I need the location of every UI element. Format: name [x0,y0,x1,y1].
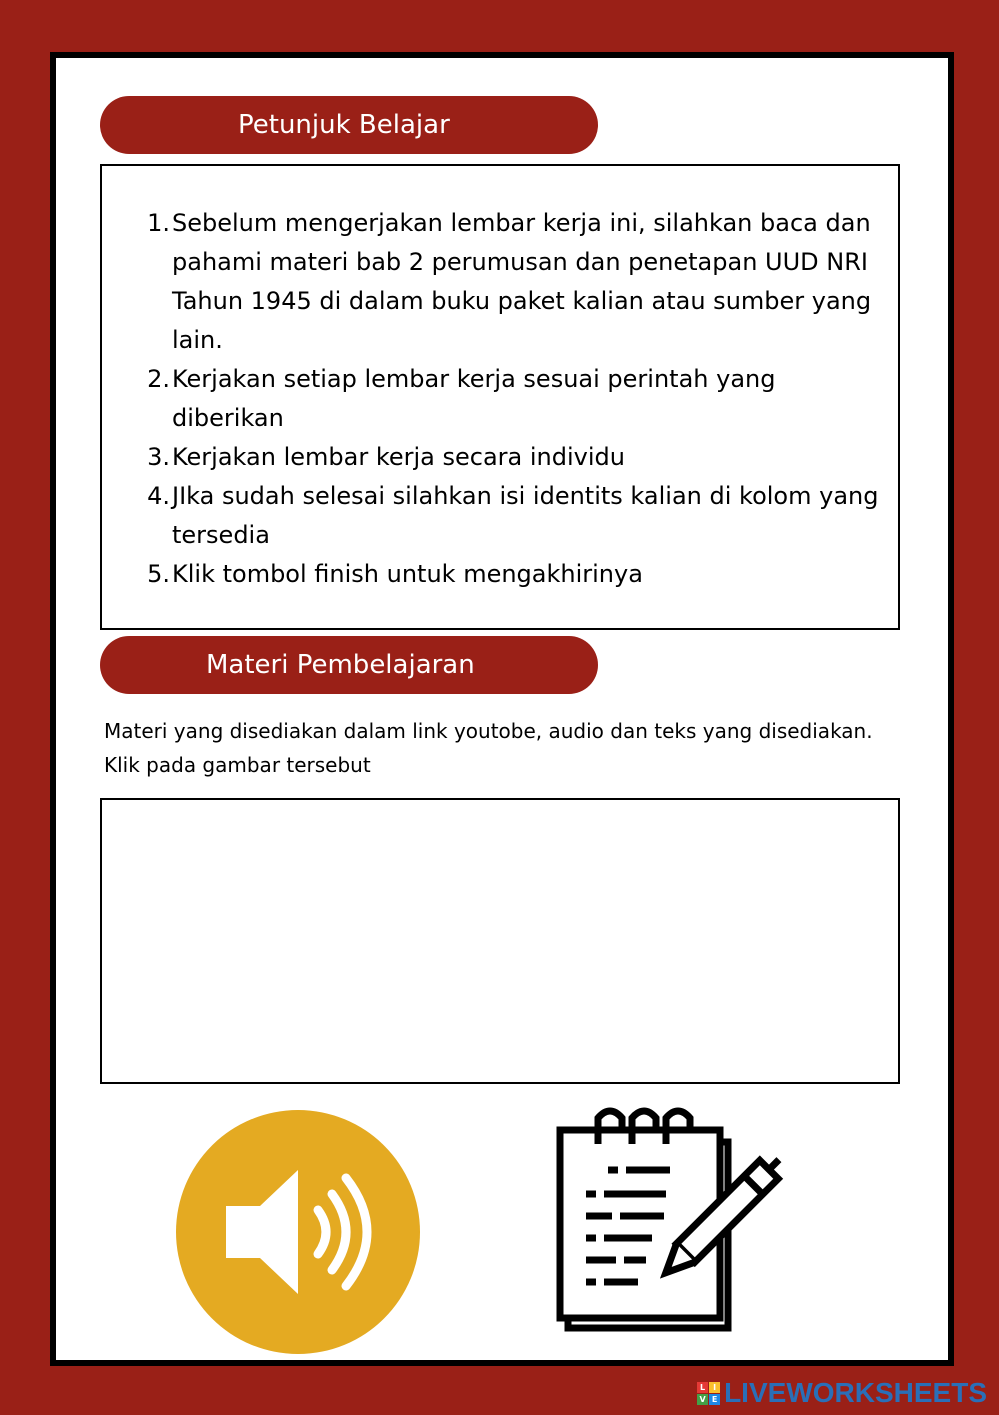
section-title: Petunjuk Belajar [238,110,450,140]
item-number: 5. [147,560,170,588]
list-item [124,555,888,594]
section-title: Materi Pembelajaran [206,650,475,680]
liveworksheets-watermark [697,1379,987,1407]
list-item [124,204,888,360]
section-header-materi [100,636,598,694]
audio-button[interactable] [176,1110,420,1354]
section-header-petunjuk [100,96,598,154]
list-item [124,438,888,477]
notepad-pencil-icon [556,1104,786,1334]
item-number: 2. [147,365,170,393]
item-number: 4. [147,482,170,510]
video-embed-area[interactable] [100,798,900,1084]
item-text: Kerjakan lembar kerja secara individu [172,443,625,471]
list-item [124,360,888,438]
liveworksheets-logo-icon: L I V E [697,1382,720,1405]
list-item [124,477,888,555]
item-text: Klik tombol finish untuk mengakhirinya [172,560,643,588]
materials-description: Materi yang disediakan dalam link youtobe, audio dan teks yang disediakan. Klik pada gambar tersebut [104,719,873,777]
item-text: JIka sudah selesai silahkan isi identits kalian di kolom yang tersedia [172,482,879,549]
instructions-list [124,204,888,594]
watermark-brand: LIVEWORKSHEETS [724,1377,987,1408]
item-number: 3. [147,443,170,471]
instructions-box [100,164,900,630]
text-material-button[interactable] [556,1104,786,1334]
worksheet-page [50,52,954,1366]
item-text: Sebelum mengerjakan lembar kerja ini, silahkan baca dan pahami materi bab 2 perumusan dan penetapan UUD NRI Tahun 1945 di dalam buku paket kalian atau sumber yang lain. [172,209,872,354]
speaker-icon [176,1110,420,1354]
item-text: Kerjakan setiap lembar kerja sesuai perintah yang diberikan [172,365,776,432]
item-number: 1. [147,209,170,237]
